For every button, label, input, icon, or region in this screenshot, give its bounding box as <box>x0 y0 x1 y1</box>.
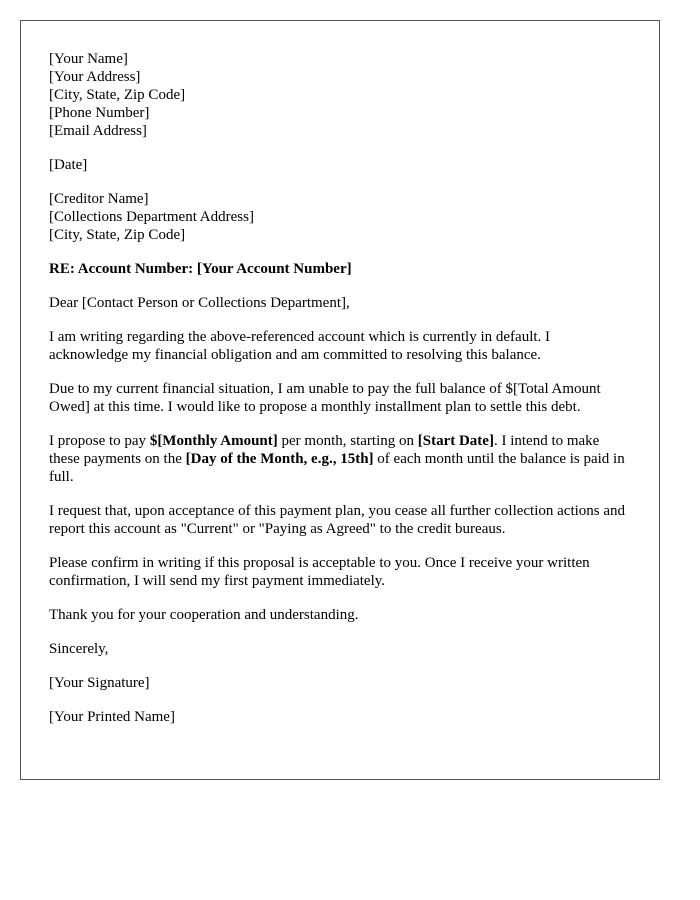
sender-phone: [Phone Number] <box>49 105 150 121</box>
sender-city-state-zip: [City, State, Zip Code] <box>49 87 186 103</box>
monthly-amount: $[Monthly Amount] <box>149 433 278 449</box>
paragraph-confirmation: Please confirm in writing if this proposal is acceptable to you. Once I receive your written confirmation, I will send my first payment immediately. <box>49 555 590 589</box>
payment-day: [Day of the Month, e.g., 15th] <box>185 451 374 467</box>
letter-date: [Date] <box>49 157 88 173</box>
proposal-text-2: per month, starting on <box>277 433 418 449</box>
sender-block <box>49 50 631 140</box>
sender-name: [Your Name] <box>49 51 128 67</box>
paragraph-payment-proposal <box>49 432 631 486</box>
recipient-block <box>49 190 631 244</box>
date-block <box>49 156 631 174</box>
sender-email: [Email Address] <box>49 123 147 139</box>
closing: Sincerely, <box>49 641 109 657</box>
salutation: Dear [Contact Person or Collections Department], <box>49 295 350 311</box>
proposal-text-1: I propose to pay <box>49 433 150 449</box>
printed-name: [Your Printed Name] <box>49 709 175 725</box>
paragraph-default-acknowledgement: I am writing regarding the above-referenced account which is currently in default. I acknowledge my financial obligation and am committed to resolving this balance. <box>49 329 551 363</box>
paragraph-collection-request: I request that, upon acceptance of this payment plan, you cease all further collection actions and report this account as "Current" or "Paying as Agreed" to the credit bureaus. <box>49 503 626 537</box>
paragraph-financial-situation: Due to my current financial situation, I am unable to pay the full balance of $[Total Amount Owed] at this time. I would like to propose a monthly installment plan to settle this debt. <box>49 381 601 415</box>
signature: [Your Signature] <box>49 675 150 691</box>
subject-line: RE: Account Number: [Your Account Number] <box>49 261 352 277</box>
letter-page <box>20 20 660 780</box>
recipient-name: [Creditor Name] <box>49 191 149 207</box>
proposal-text-4: of each month until the balance is paid in full. <box>49 451 625 485</box>
recipient-city-state-zip: [City, State, Zip Code] <box>49 227 186 243</box>
sender-address: [Your Address] <box>49 69 141 85</box>
paragraph-thanks: Thank you for your cooperation and understanding. <box>49 607 359 623</box>
proposal-text-3: . I intend to make these payments on the <box>49 433 600 467</box>
recipient-address: [Collections Department Address] <box>49 209 254 225</box>
start-date: [Start Date] <box>417 433 494 449</box>
